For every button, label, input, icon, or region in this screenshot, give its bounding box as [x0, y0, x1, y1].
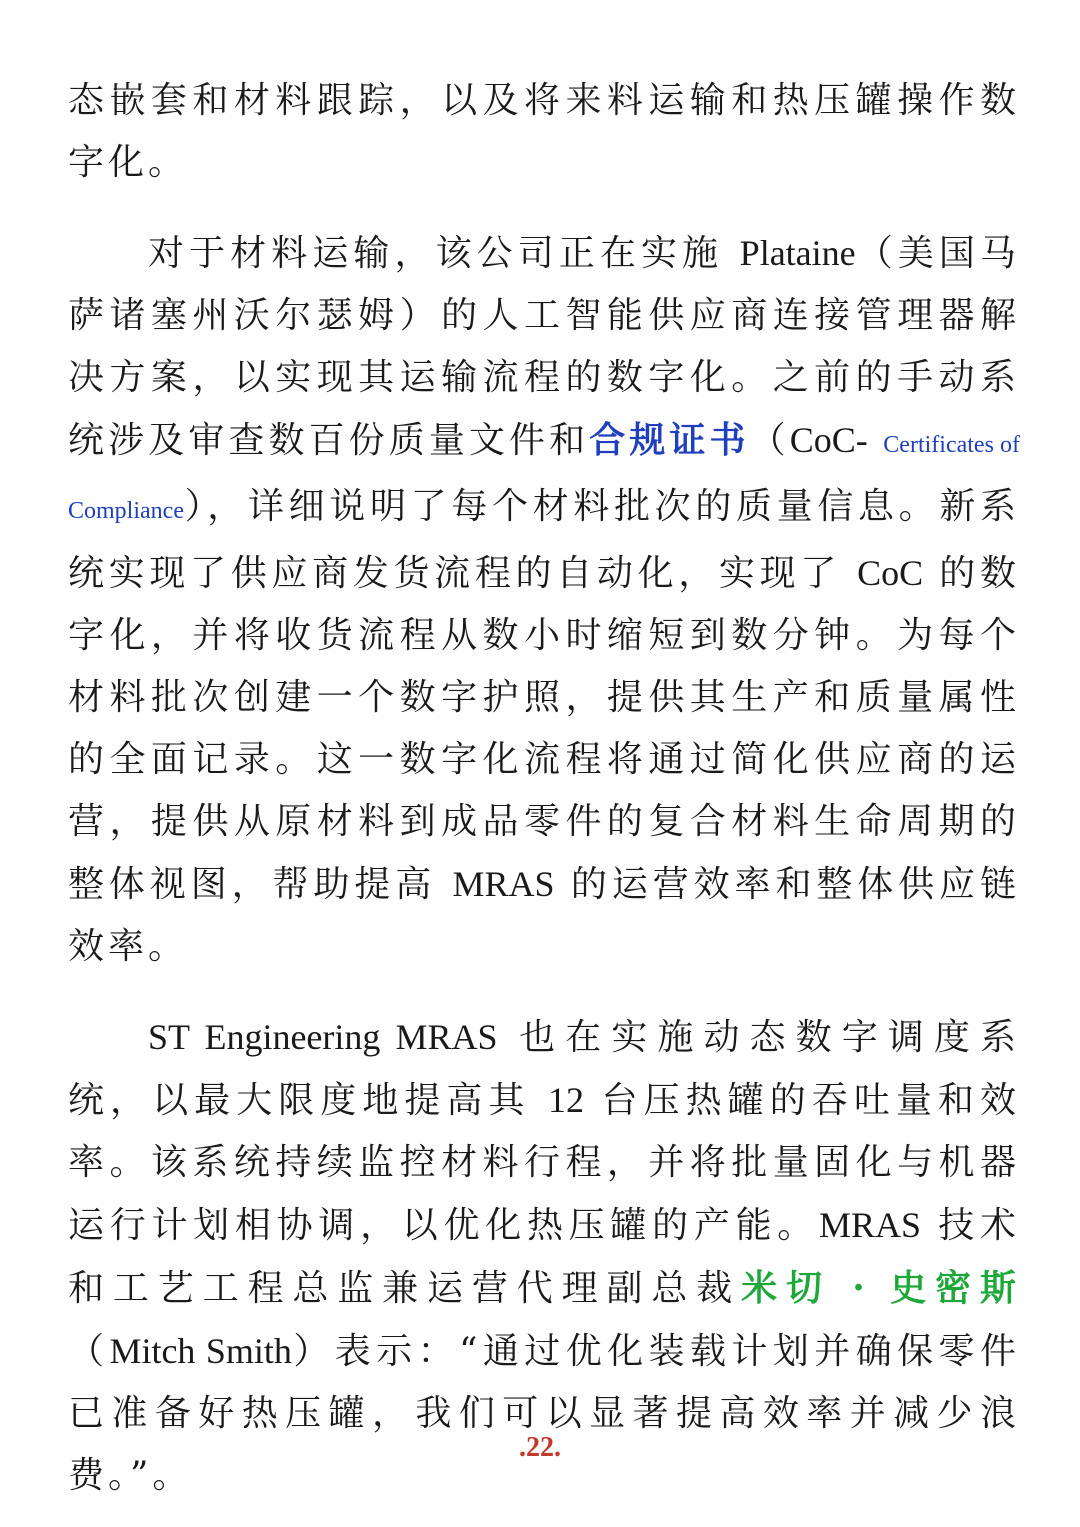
p2-text-c: （美国马萨诸塞州沃尔瑟姆）的人工智能供应商连接管理器解决方案，以实现其运输流程的数字化。之前的手动系统涉及审查数百份质量文件和 — [68, 233, 1020, 461]
p2-text-a: 对于材料运输，该公司正在实施 — [148, 233, 724, 274]
p3-number-12: 12 — [548, 1080, 585, 1120]
p3-text-d: 台压热罐的吞吐量和效率。该系统持续监控材料行程，并将批量固化与机器运行计划相协调，以优化热压罐的产能。 — [68, 1080, 1020, 1246]
p2-abbr-coc: CoC- — [789, 420, 868, 460]
highlight-term-english: Certificates of Compliance — [68, 432, 1020, 524]
highlight-term-coc: 合规证书 — [589, 419, 750, 461]
p3-text-i: ）表示：“通过优化装载计划并确保零件已准备好热压罐，我们可以显著提高效率并减少浪费。”。 — [68, 1331, 1020, 1496]
paragraph-1 — [68, 70, 1020, 194]
p3-text-f: 技术和工艺工程总监兼运营代理副总裁 — [68, 1205, 1020, 1309]
p2-abbr-mras: MRAS — [452, 864, 555, 904]
page-number: .22. — [519, 1432, 561, 1463]
p2-text-j: 的运营效率和整体供应链效率。 — [68, 864, 1020, 967]
person-name-english: Mitch Smith — [109, 1331, 292, 1371]
p2-abbr-coc-2: CoC — [857, 553, 924, 593]
p3-abbr-mras: MRAS — [819, 1205, 922, 1245]
p2-text-f: ），详细说明了每个材料批次的质量信息。新系统实现了供应商发货流程的自动化，实现了 — [68, 486, 1020, 594]
p3-text-g: （ — [68, 1331, 110, 1372]
highlight-person-name: 米切 · 史密斯 — [741, 1267, 1020, 1309]
p2-text-d: （ — [749, 420, 790, 461]
paragraph-1-text: 态嵌套和材料跟踪，以及将来料运输和热压罐操作数字化。 — [68, 80, 1020, 183]
paragraph-2 — [68, 222, 1020, 978]
p3-text-b: 也在实施动态数字调度系统，以最大限度地提高其 — [68, 1017, 1020, 1121]
p2-text-h: 的数字化，并将收货流程从数小时缩短到数分钟。为每个材料批次创建一个数字护照，提供其生产和质量属性的全面记录。这一数字化流程将通过简化供应商的运营，提供从原材料到成品零件的复合材料生命周期的整体视图，帮助提高 — [68, 553, 1020, 905]
company-name-st-engineering: ST Engineering MRAS — [148, 1017, 498, 1057]
company-name-plataine: Plataine — [739, 233, 856, 273]
